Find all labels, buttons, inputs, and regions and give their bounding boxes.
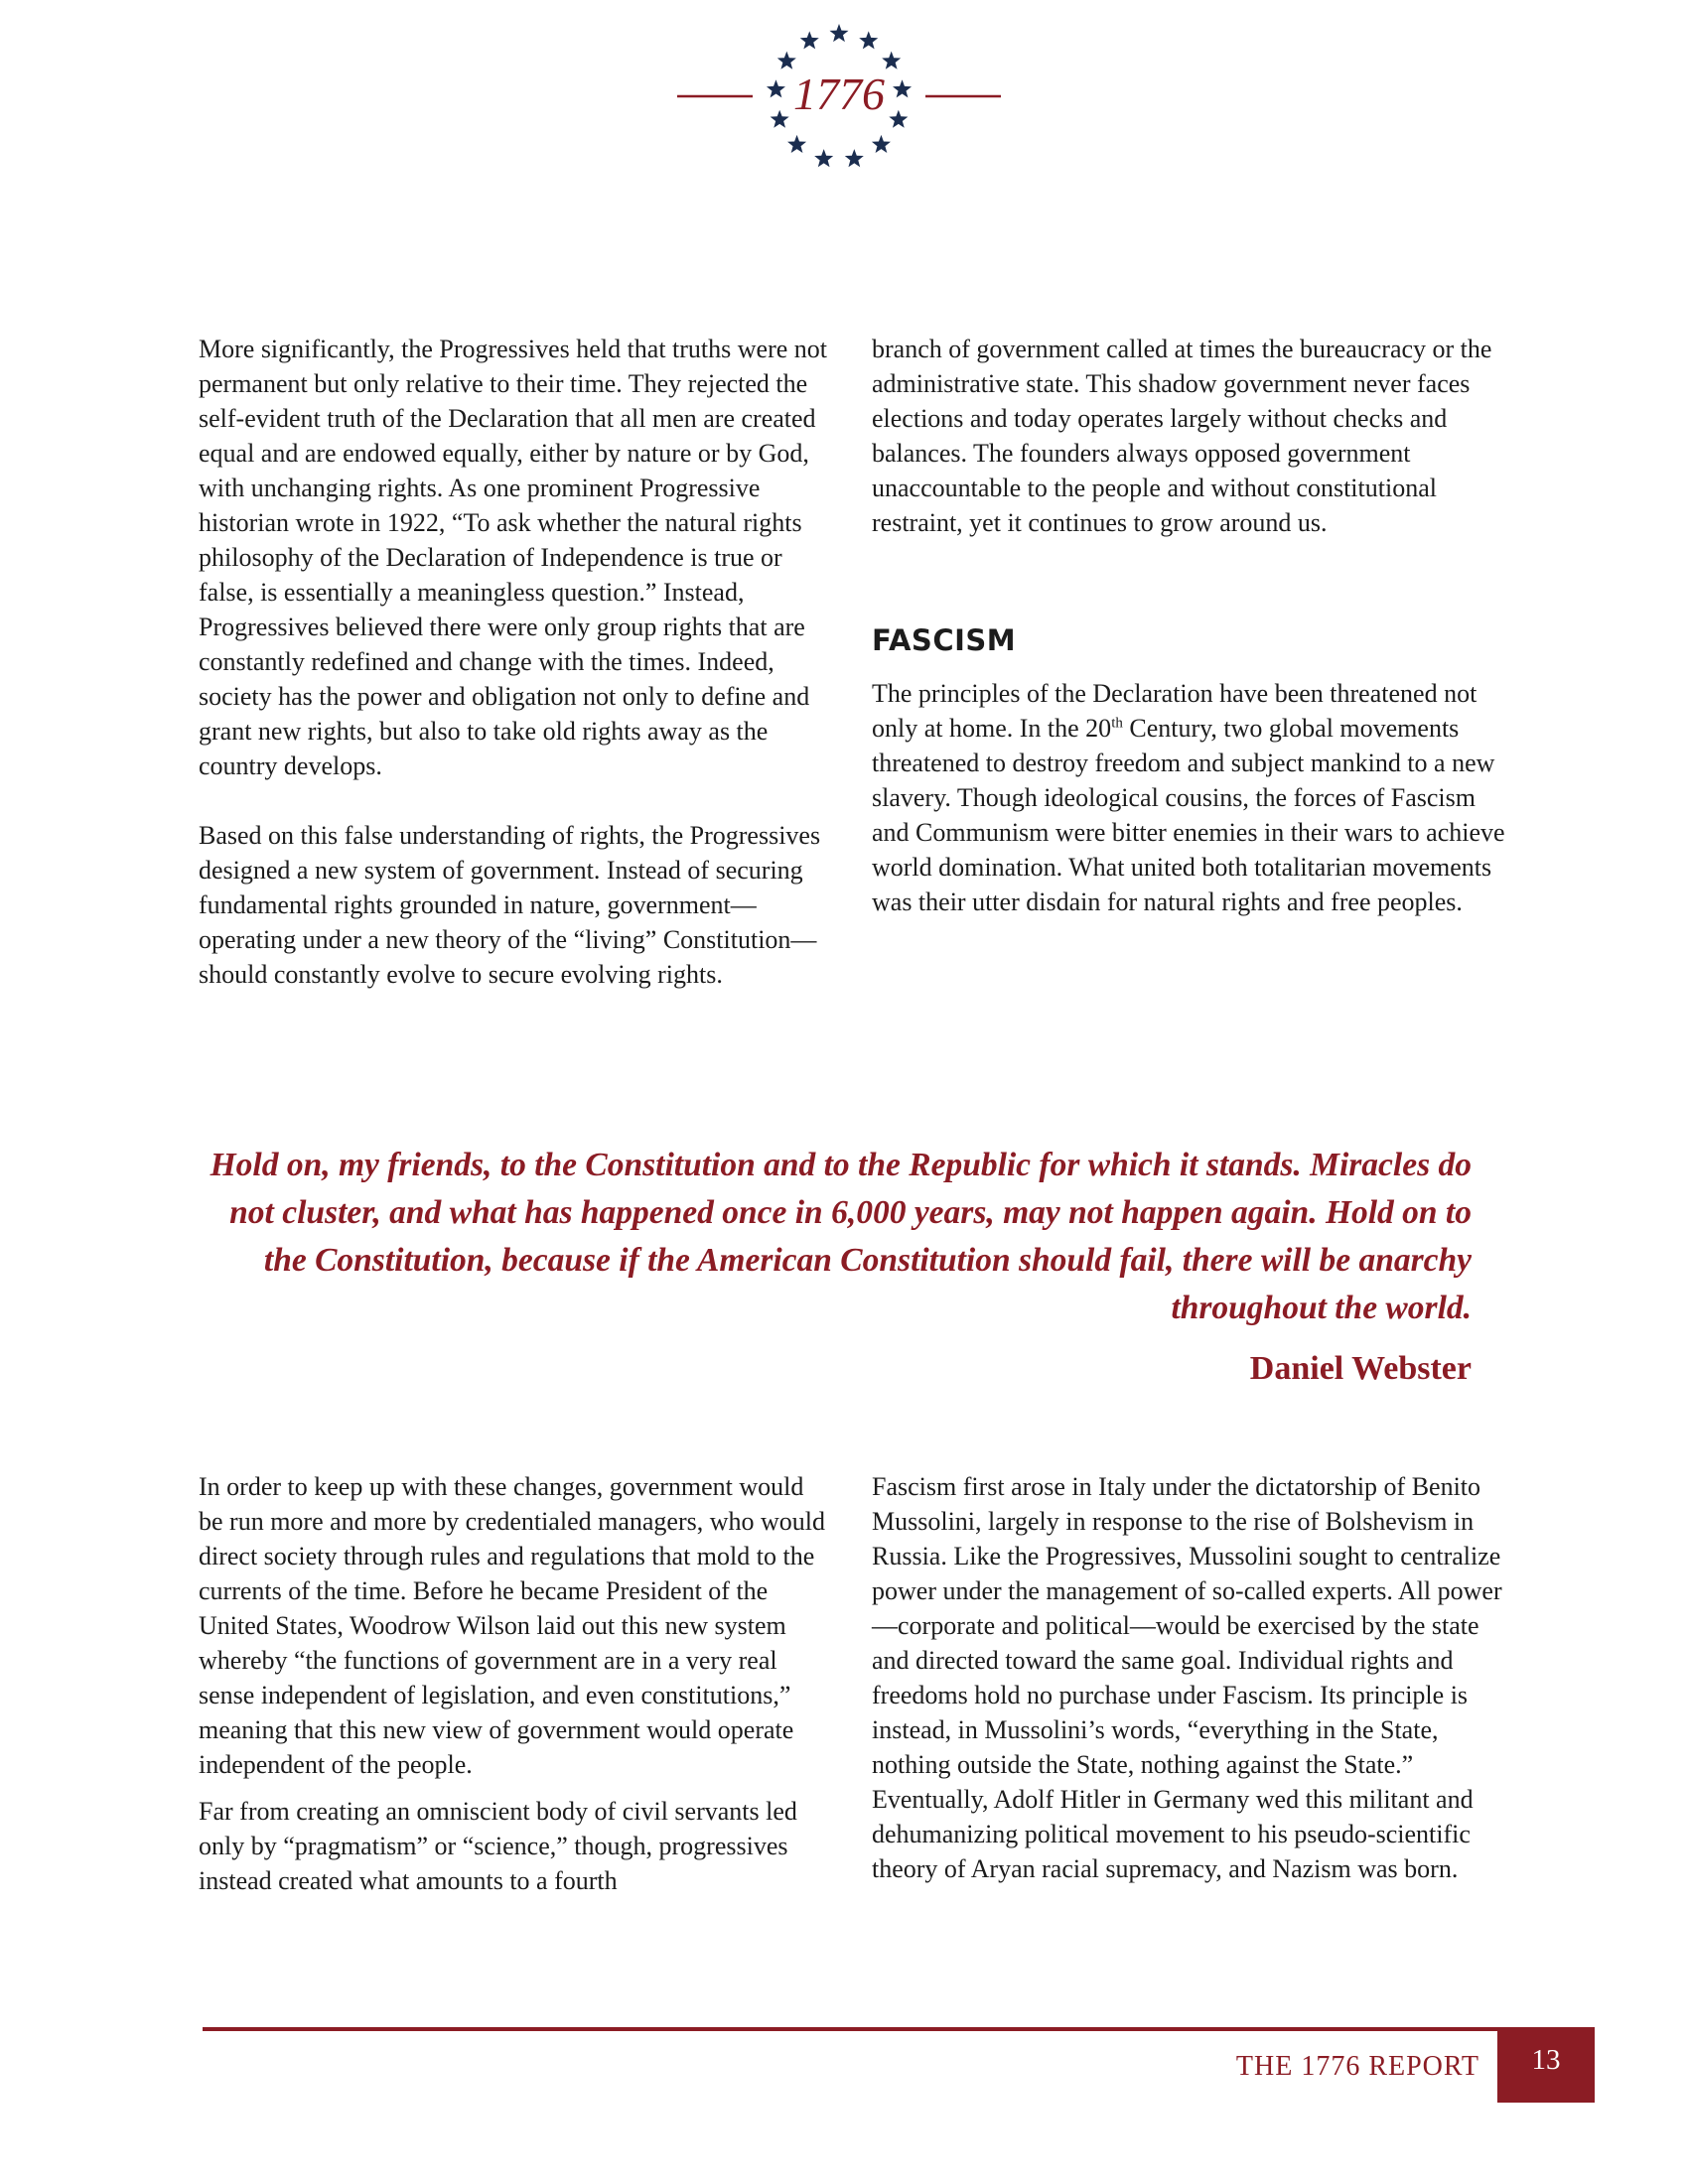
paragraph-text: Century, two global movements threatened to destroy freedom and subject mankind to a new slavery. Though ideological cousins, the forces of Fascism and Communism were bitter enemies in their wars to achieve world domination. What united both totalitarian movements was their utter disdain for natural rights and free peoples. (872, 714, 1505, 916)
star-icon (814, 149, 833, 167)
footer-rule (203, 2027, 1595, 2031)
section-heading-fascism: FASCISM (872, 623, 1017, 657)
paragraph: More significantly, the Progressives held that truths were not permanent but only relative to their time. They rejected the self-evident truth of the Declaration that all men are created equal and are endowed equally, either by nature or by God, with unchanging rights. As one prominent Progressive historian wrote in 1922, “To ask whether the natural rights philosophy of the Declaration of Independence is true or false, is essentially a meaningless question.” Instead, Progressives believed there were only group rights that are constantly redefined and change with the times. Indeed, society has the power and obligation not only to define and grant new rights, but also to take old rights away as the country develops. (199, 335, 828, 780)
star-icon (800, 31, 819, 49)
left-column-top (199, 332, 834, 992)
paragraph: In order to keep up with these changes, government would be run more and more by credentialed managers, who would direct society through rules and regulations that mold to the currents of the time. Before he became President of the United States, Woodrow Wilson laid out this new system whereby “the functions of government are in a very real sense independent of legislation, and even constitutions,” meaning that this new view of government would operate independent of the people. (199, 1472, 826, 1779)
star-icon (859, 31, 878, 49)
star-icon (845, 149, 864, 167)
right-column-bottom (872, 1469, 1507, 1886)
right-column-top (872, 332, 1507, 919)
star-icon (893, 79, 912, 97)
paragraph: Based on this false understanding of rights, the Progressives designed a new system of government. Instead of securing fundamental rights grounded in nature, government—operating under a new theory of the “living” Constitution—should constantly evolve to secure evolving rights. (199, 821, 821, 989)
pull-quote: Hold on, my friends, to the Constitution and to the Republic for which it stands. Miracles do not cluster, and what has happened once in 6,000 years, may not happen again. Hold on to the Constitution, because if the American Constitution should fail, there will be anarchy throughout the world. (210, 1147, 1472, 1326)
star-icon (889, 110, 908, 128)
quote-author: Daniel Webster (1249, 1350, 1472, 1387)
star-icon (771, 110, 789, 128)
star-icon (882, 52, 901, 69)
star-icon (872, 135, 891, 153)
logo-year-text: 1776 (793, 68, 885, 119)
star-icon (787, 135, 806, 153)
footer-title: THE 1776 REPORT (1235, 2051, 1479, 2082)
star-icon (777, 52, 796, 69)
star-icon (829, 24, 848, 42)
superscript: th (1111, 715, 1123, 732)
star-icon (767, 79, 785, 97)
paragraph: Fascism first arose in Italy under the dictatorship of Benito Mussolini, largely in response to the rise of Bolshevism in Russia. Like the Progressives, Mussolini sought to centralize power under the management of so-called experts. All power—corporate and political—would be exercised by the state and directed toward the same goal. Individual rights and freedoms hold no purchase under Fascism. Its principle is instead, in Mussolini’s words, “everything in the State, nothing outside the State, nothing against the State.” Eventually, Adolf Hitler in Germany wed this militant and dehumanizing political movement to his pseudo-scientific theory of Aryan racial supremacy, and Nazism was born. (872, 1472, 1502, 1883)
paragraph: Far from creating an omniscient body of civil servants led only by “pragmatism” or “science,” though, progressives instead created what amounts to a fourth (199, 1797, 797, 1895)
paragraph: branch of government called at times the bureaucracy or the administrative state. This shadow government never faces elections and today operates largely without checks and balances. The founders always opposed government unaccountable to the people and without constitutional restraint, yet it continues to grow around us. (872, 335, 1492, 537)
paragraph (872, 676, 1507, 919)
report-logo (665, 20, 1023, 189)
left-column-bottom (199, 1469, 834, 1898)
paragraph-text: The principles of the Declaration have been threatened not only at home. In the 20 (872, 679, 1477, 743)
page-number: 13 (1497, 2031, 1595, 2103)
